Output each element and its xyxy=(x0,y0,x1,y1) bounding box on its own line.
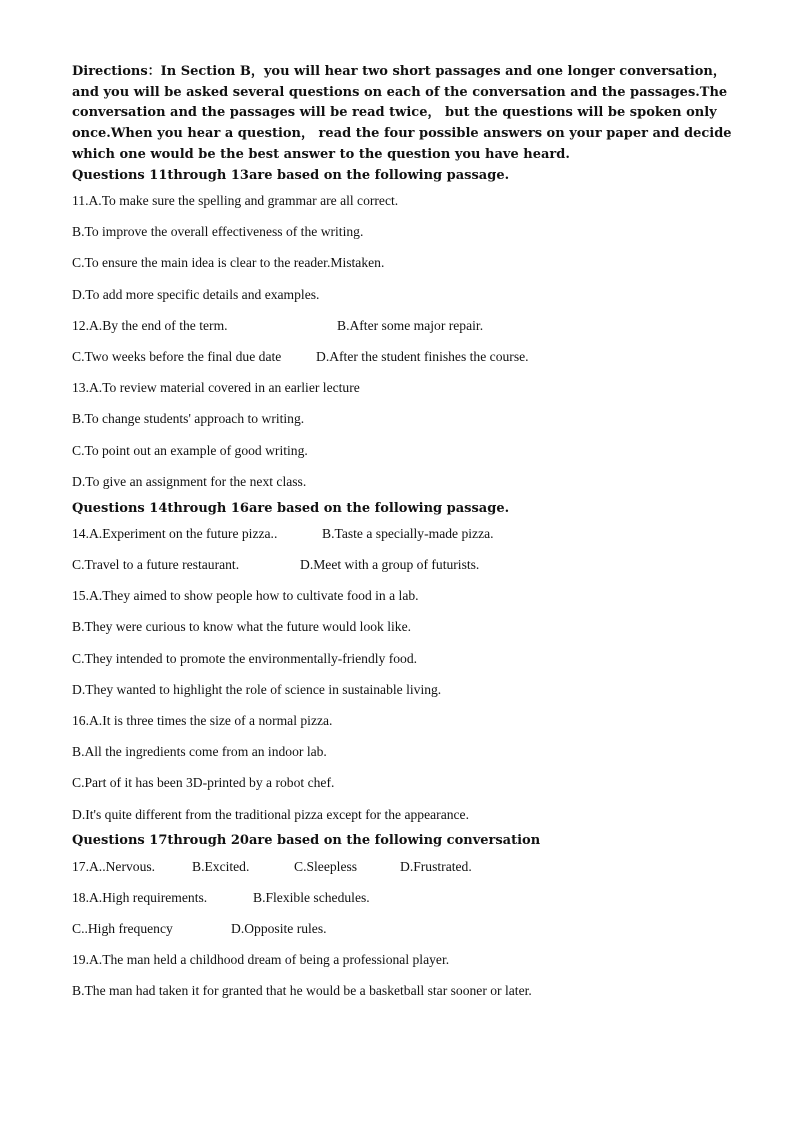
q15-option-c: C.They intended to promote the environmentally-friendly food. xyxy=(72,651,418,666)
q15-option-a: 15.A.They aimed to show people how to cultivate food in a lab. xyxy=(72,588,419,603)
q11-option-c: C.To ensure the main idea is clear to the reader.Mistaken. xyxy=(72,255,385,270)
q17-option-b: B.Excited. xyxy=(192,859,250,874)
q13-option-c: C.To point out an example of good writing. xyxy=(72,443,308,458)
q15-option-d: D.They wanted to highlight the role of science in sustainable living. xyxy=(72,682,442,697)
section-heading-17-20: Questions 17through 20are based on the following conversation xyxy=(72,833,541,848)
q19-option-a: 19.A.The man held a childhood dream of being a professional player. xyxy=(72,952,450,967)
q16-option-c: C.Part of it has been 3D-printed by a robot chef. xyxy=(72,775,335,790)
q18-option-d: D.Opposite rules. xyxy=(231,921,327,936)
q11-option-b: B.To improve the overall effectiveness of the writing. xyxy=(72,224,364,239)
q14-option-d: D.Meet with a group of futurists. xyxy=(300,557,480,572)
section-heading-11-13: Questions 11through 13are based on the following passage. xyxy=(72,168,510,183)
q13-option-d: D.To give an assignment for the next class. xyxy=(72,474,307,489)
q18-option-a: 18.A.High requirements. xyxy=(72,890,208,905)
q13-option-b: B.To change students' approach to writing. xyxy=(72,411,305,426)
q17-option-a: 17.A..Nervous. xyxy=(72,859,156,874)
q11-option-d: D.To add more specific details and examples. xyxy=(72,287,320,302)
q18-option-c: C..High frequency xyxy=(72,921,173,936)
q16-option-b: B.All the ingredients come from an indoor lab. xyxy=(72,744,327,759)
q14-option-c: C.Travel to a future restaurant. xyxy=(72,557,240,572)
section-heading-14-16: Questions 14through 16are based on the following passage. xyxy=(72,501,510,516)
q12-option-a: 12.A.By the end of the term. xyxy=(72,318,228,333)
q16-option-a: 16.A.It is three times the size of a normal pizza. xyxy=(72,713,333,728)
q12-option-b: B.After some major repair. xyxy=(337,318,484,333)
directions-paragraph: Directions：In Section B，you will hear two short passages and one longer conversation，and you will be asked several questions on each of the conversation and the passages.The conversation and the passages will be read twice， but the questions will be spoken only once.When you hear a question， read the four possible answers on your paper and decide which one would be the best answer to the question you have heard. xyxy=(72,64,732,162)
q19-option-b: B.The man had taken it for granted that he would be a basketball star sooner or later. xyxy=(72,983,532,998)
q13-option-a: 13.A.To review material covered in an earlier lecture xyxy=(72,380,360,395)
q11-option-a: 11.A.To make sure the spelling and grammar are all correct. xyxy=(72,193,399,208)
q15-option-b: B.They were curious to know what the future would look like. xyxy=(72,619,412,634)
q18-option-b: B.Flexible schedules. xyxy=(253,890,370,905)
q14-option-a: 14.A.Experiment on the future pizza.. xyxy=(72,526,278,541)
q12-option-c: C.Two weeks before the final due date xyxy=(72,349,282,364)
q17-option-d: D.Frustrated. xyxy=(400,859,472,874)
q17-option-c: C.Sleepless xyxy=(294,859,358,874)
q16-option-d: D.It's quite different from the traditional pizza except for the appearance. xyxy=(72,807,469,822)
q12-option-d: D.After the student finishes the course. xyxy=(316,349,529,364)
q14-option-b: B.Taste a specially-made pizza. xyxy=(322,526,494,541)
